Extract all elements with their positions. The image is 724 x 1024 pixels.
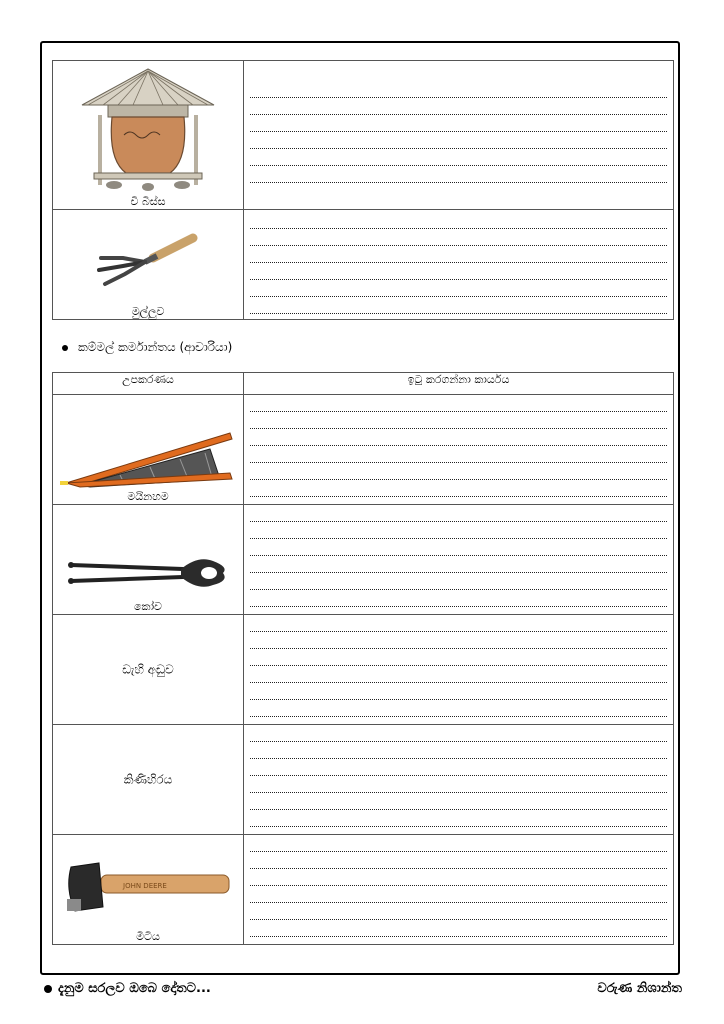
footer-left-text: දැනුම සරලව ඔබෙ දෝතට...	[58, 981, 211, 996]
answer-cell	[244, 61, 674, 210]
answer-line[interactable]	[250, 395, 667, 412]
hammer-brand-text: JOHN DEERE	[123, 882, 167, 890]
answer-line[interactable]	[250, 759, 667, 776]
table-row	[53, 395, 674, 505]
answer-line[interactable]	[250, 263, 667, 280]
table-row	[53, 835, 674, 945]
table-header-row	[53, 373, 674, 395]
paddy-granary-hut-image	[53, 65, 243, 193]
top-tools-table	[52, 60, 674, 320]
answer-line[interactable]	[250, 229, 667, 246]
garden-fork-image	[53, 228, 243, 298]
bellows-image	[53, 429, 243, 489]
answer-line[interactable]	[250, 683, 667, 700]
answer-line[interactable]	[250, 556, 667, 573]
tool-name: මිටිය	[136, 930, 160, 943]
answer-line[interactable]	[250, 776, 667, 793]
answer-line[interactable]	[250, 903, 667, 920]
tool-name: කිණිහිරය	[123, 772, 173, 786]
tool-cell	[53, 615, 244, 725]
answer-line[interactable]	[250, 463, 667, 480]
tool-name: කෝව	[134, 600, 162, 613]
answer-line[interactable]	[250, 852, 667, 869]
answer-line[interactable]	[250, 480, 667, 497]
header-task: ඉටු කරගන්නා කාර්යය	[244, 373, 674, 395]
answer-line[interactable]	[250, 793, 667, 810]
bullet-icon	[44, 985, 52, 993]
answer-cell	[244, 395, 674, 505]
answer-line[interactable]	[250, 246, 667, 263]
tool-name: වී බිස්ස	[130, 195, 166, 208]
sledge-hammer-image	[53, 859, 243, 919]
footer-author: වරුණ නිශාන්ත	[597, 981, 682, 996]
answer-line[interactable]	[250, 666, 667, 683]
tool-cell	[53, 210, 244, 320]
answer-line[interactable]	[250, 742, 667, 759]
table-row	[53, 725, 674, 835]
section-title-text: කම්මල් කර්මාන්තය (ආචාරියා)	[78, 340, 233, 354]
answer-line[interactable]	[250, 166, 667, 183]
answer-cell	[244, 835, 674, 945]
tool-cell	[53, 725, 244, 835]
answer-line[interactable]	[250, 212, 667, 229]
blacksmith-tools-table	[52, 372, 674, 945]
answer-line[interactable]	[250, 700, 667, 717]
table-row	[53, 615, 674, 725]
answer-cell	[244, 725, 674, 835]
bullet-icon	[62, 345, 68, 351]
header-tool: උපකරණය	[53, 373, 244, 395]
answer-line[interactable]	[250, 573, 667, 590]
answer-line[interactable]	[250, 835, 667, 852]
tool-name: මයිනහම	[127, 490, 169, 503]
answer-line[interactable]	[250, 632, 667, 649]
answer-line[interactable]	[250, 725, 667, 742]
answer-line[interactable]	[250, 649, 667, 666]
answer-line[interactable]	[250, 615, 667, 632]
answer-cell	[244, 505, 674, 615]
answer-line[interactable]	[250, 920, 667, 937]
tool-cell	[53, 505, 244, 615]
answer-line[interactable]	[250, 297, 667, 314]
answer-line[interactable]	[250, 505, 667, 522]
table-row	[53, 61, 674, 210]
tool-cell	[53, 835, 244, 945]
answer-line[interactable]	[250, 539, 667, 556]
footer-slogan	[44, 981, 211, 996]
answer-line[interactable]	[250, 886, 667, 903]
tool-name: මුල්ලුව	[131, 305, 165, 318]
answer-line[interactable]	[250, 115, 667, 132]
answer-line[interactable]	[250, 590, 667, 607]
answer-cell	[244, 210, 674, 320]
answer-line[interactable]	[250, 149, 667, 166]
answer-line[interactable]	[250, 869, 667, 886]
answer-line[interactable]	[250, 446, 667, 463]
answer-line[interactable]	[250, 81, 667, 98]
section-heading	[62, 340, 232, 355]
answer-cell	[244, 615, 674, 725]
answer-line[interactable]	[250, 522, 667, 539]
table-row	[53, 505, 674, 615]
answer-line[interactable]	[250, 98, 667, 115]
answer-line[interactable]	[250, 412, 667, 429]
answer-line[interactable]	[250, 810, 667, 827]
answer-line[interactable]	[250, 429, 667, 446]
answer-line[interactable]	[250, 280, 667, 297]
table-row	[53, 210, 674, 320]
tool-cell	[53, 395, 244, 505]
tool-cell	[53, 61, 244, 210]
tongs-image	[53, 555, 243, 591]
answer-line[interactable]	[250, 132, 667, 149]
tool-name: ඩැහි අඬුව	[122, 662, 174, 676]
